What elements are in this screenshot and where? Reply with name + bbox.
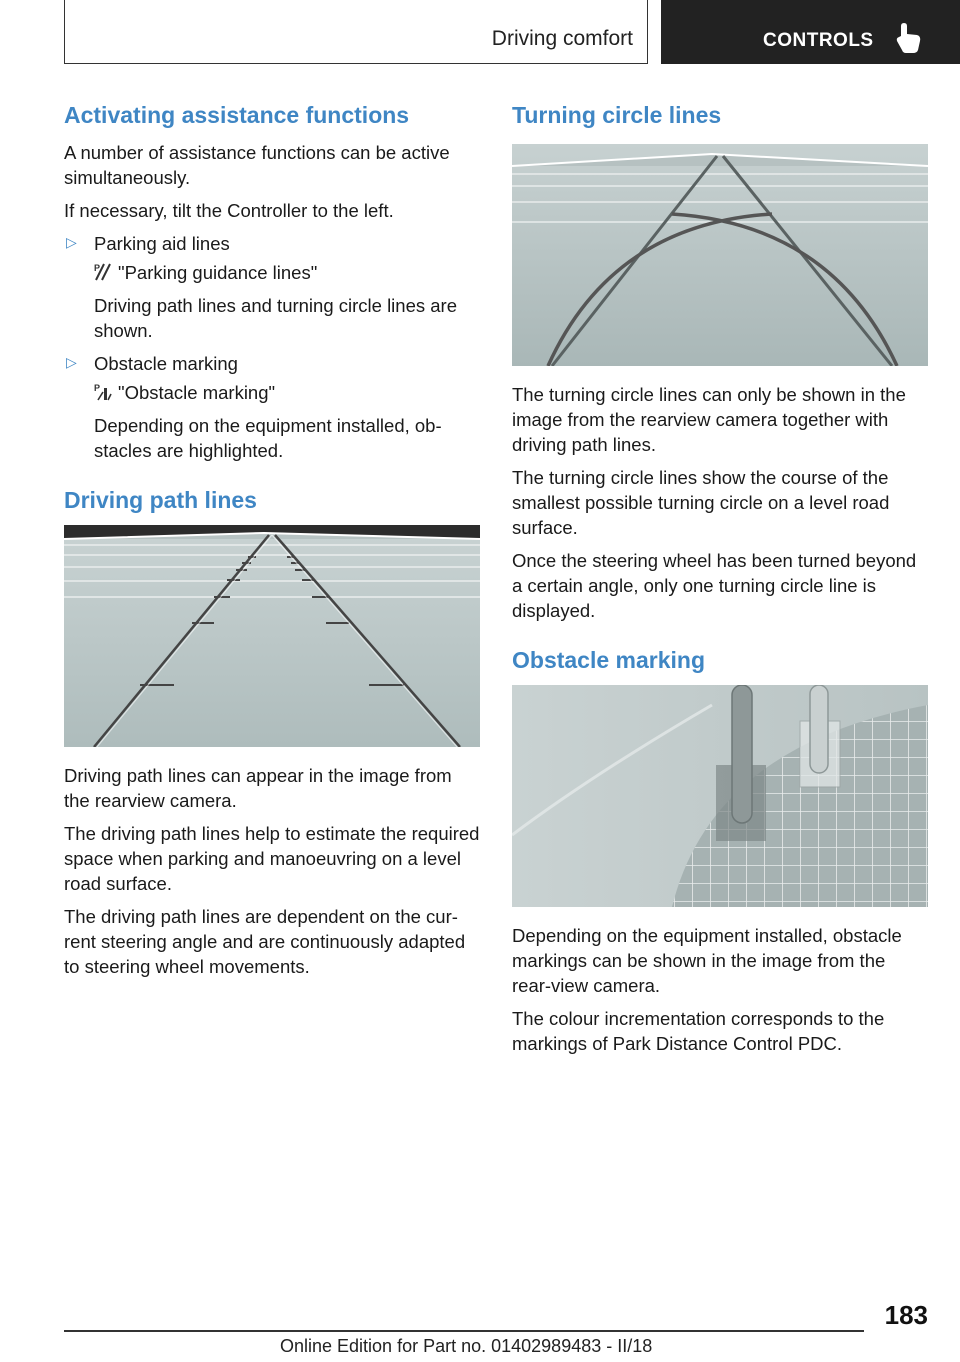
activating-title: Activating assistance functions: [64, 102, 410, 128]
list-item-desc: Driving path lines and turning circle lines are shown.: [94, 295, 457, 341]
svg-text:P: P: [94, 263, 101, 273]
obstacle-p1: Depending on the equipment installed, obstacle markings can be shown in the image from the rear-view camera.: [512, 925, 902, 996]
activating-p2: If necessary, tilt the Controller to the left.: [64, 200, 394, 221]
parking-lines-icon: [94, 262, 114, 282]
header-section-box: [64, 0, 648, 64]
menu-entry-label: "Parking guidance lines": [118, 262, 318, 283]
menu-entry: [94, 380, 480, 405]
right-column: [512, 100, 928, 1064]
header-chapter-box: [661, 0, 960, 64]
driving-path-title: Driving path lines: [64, 487, 257, 513]
driving-path-p2: The driving path lines help to estimate the required space when parking and manoeuvring on a level road surface.: [64, 823, 480, 894]
driving-path-p1: Driving path lines can appear in the image from the rearview camera.: [64, 765, 452, 811]
menu-entry: [94, 260, 480, 285]
header-chapter-title: CONTROLS: [763, 30, 874, 51]
list-item-label: Parking aid lines: [94, 233, 230, 254]
obstacle-marking-icon: [94, 382, 114, 402]
footer-edition: Online Edition for Part no. 01402989483 - II/18: [280, 1336, 653, 1356]
turning-p1: The turning circle lines can only be shown in the image from the rearview camera together with driving path lines.: [512, 384, 906, 455]
svg-text:P: P: [94, 383, 101, 393]
page-number: 183: [884, 1300, 928, 1330]
turning-p2: The turning circle lines show the course of the smallest possible turning circle on a level road surface.: [512, 467, 890, 538]
triangle-bullet-icon: ▷: [66, 354, 77, 370]
obstacle-marking-image: [512, 685, 928, 907]
list-item-label: Obstacle marking: [94, 353, 238, 374]
pointing-hand-icon: [895, 22, 923, 54]
turning-p3: Once the steering wheel has been turned beyond a certain angle, only one turning circle line is displayed.: [512, 550, 917, 621]
list-item: [64, 351, 480, 463]
footer-divider: [64, 1330, 864, 1332]
obstacle-title: Obstacle marking: [512, 647, 706, 673]
turning-circle-lines-image: [512, 144, 928, 366]
header-section-title: Driving comfort: [491, 27, 633, 50]
activating-p1: A number of assistance functions can be active simultaneously.: [64, 142, 450, 188]
turning-title: Turning circle lines: [512, 102, 722, 128]
driving-path-lines-image: [64, 525, 480, 747]
left-column: [64, 100, 480, 987]
triangle-bullet-icon: ▷: [66, 234, 77, 250]
driving-path-p3: The driving path lines are dependent on the current steering angle and are continuously adapted to steering wheel movements.: [64, 906, 466, 977]
menu-entry-label: "Obstacle marking": [118, 382, 276, 403]
list-item: [64, 231, 480, 343]
obstacle-p2: The colour incrementation corresponds to the markings of Park Distance Control PDC.: [512, 1008, 885, 1054]
list-item-desc: Depending on the equipment installed, obstacles are highlighted.: [94, 415, 442, 461]
